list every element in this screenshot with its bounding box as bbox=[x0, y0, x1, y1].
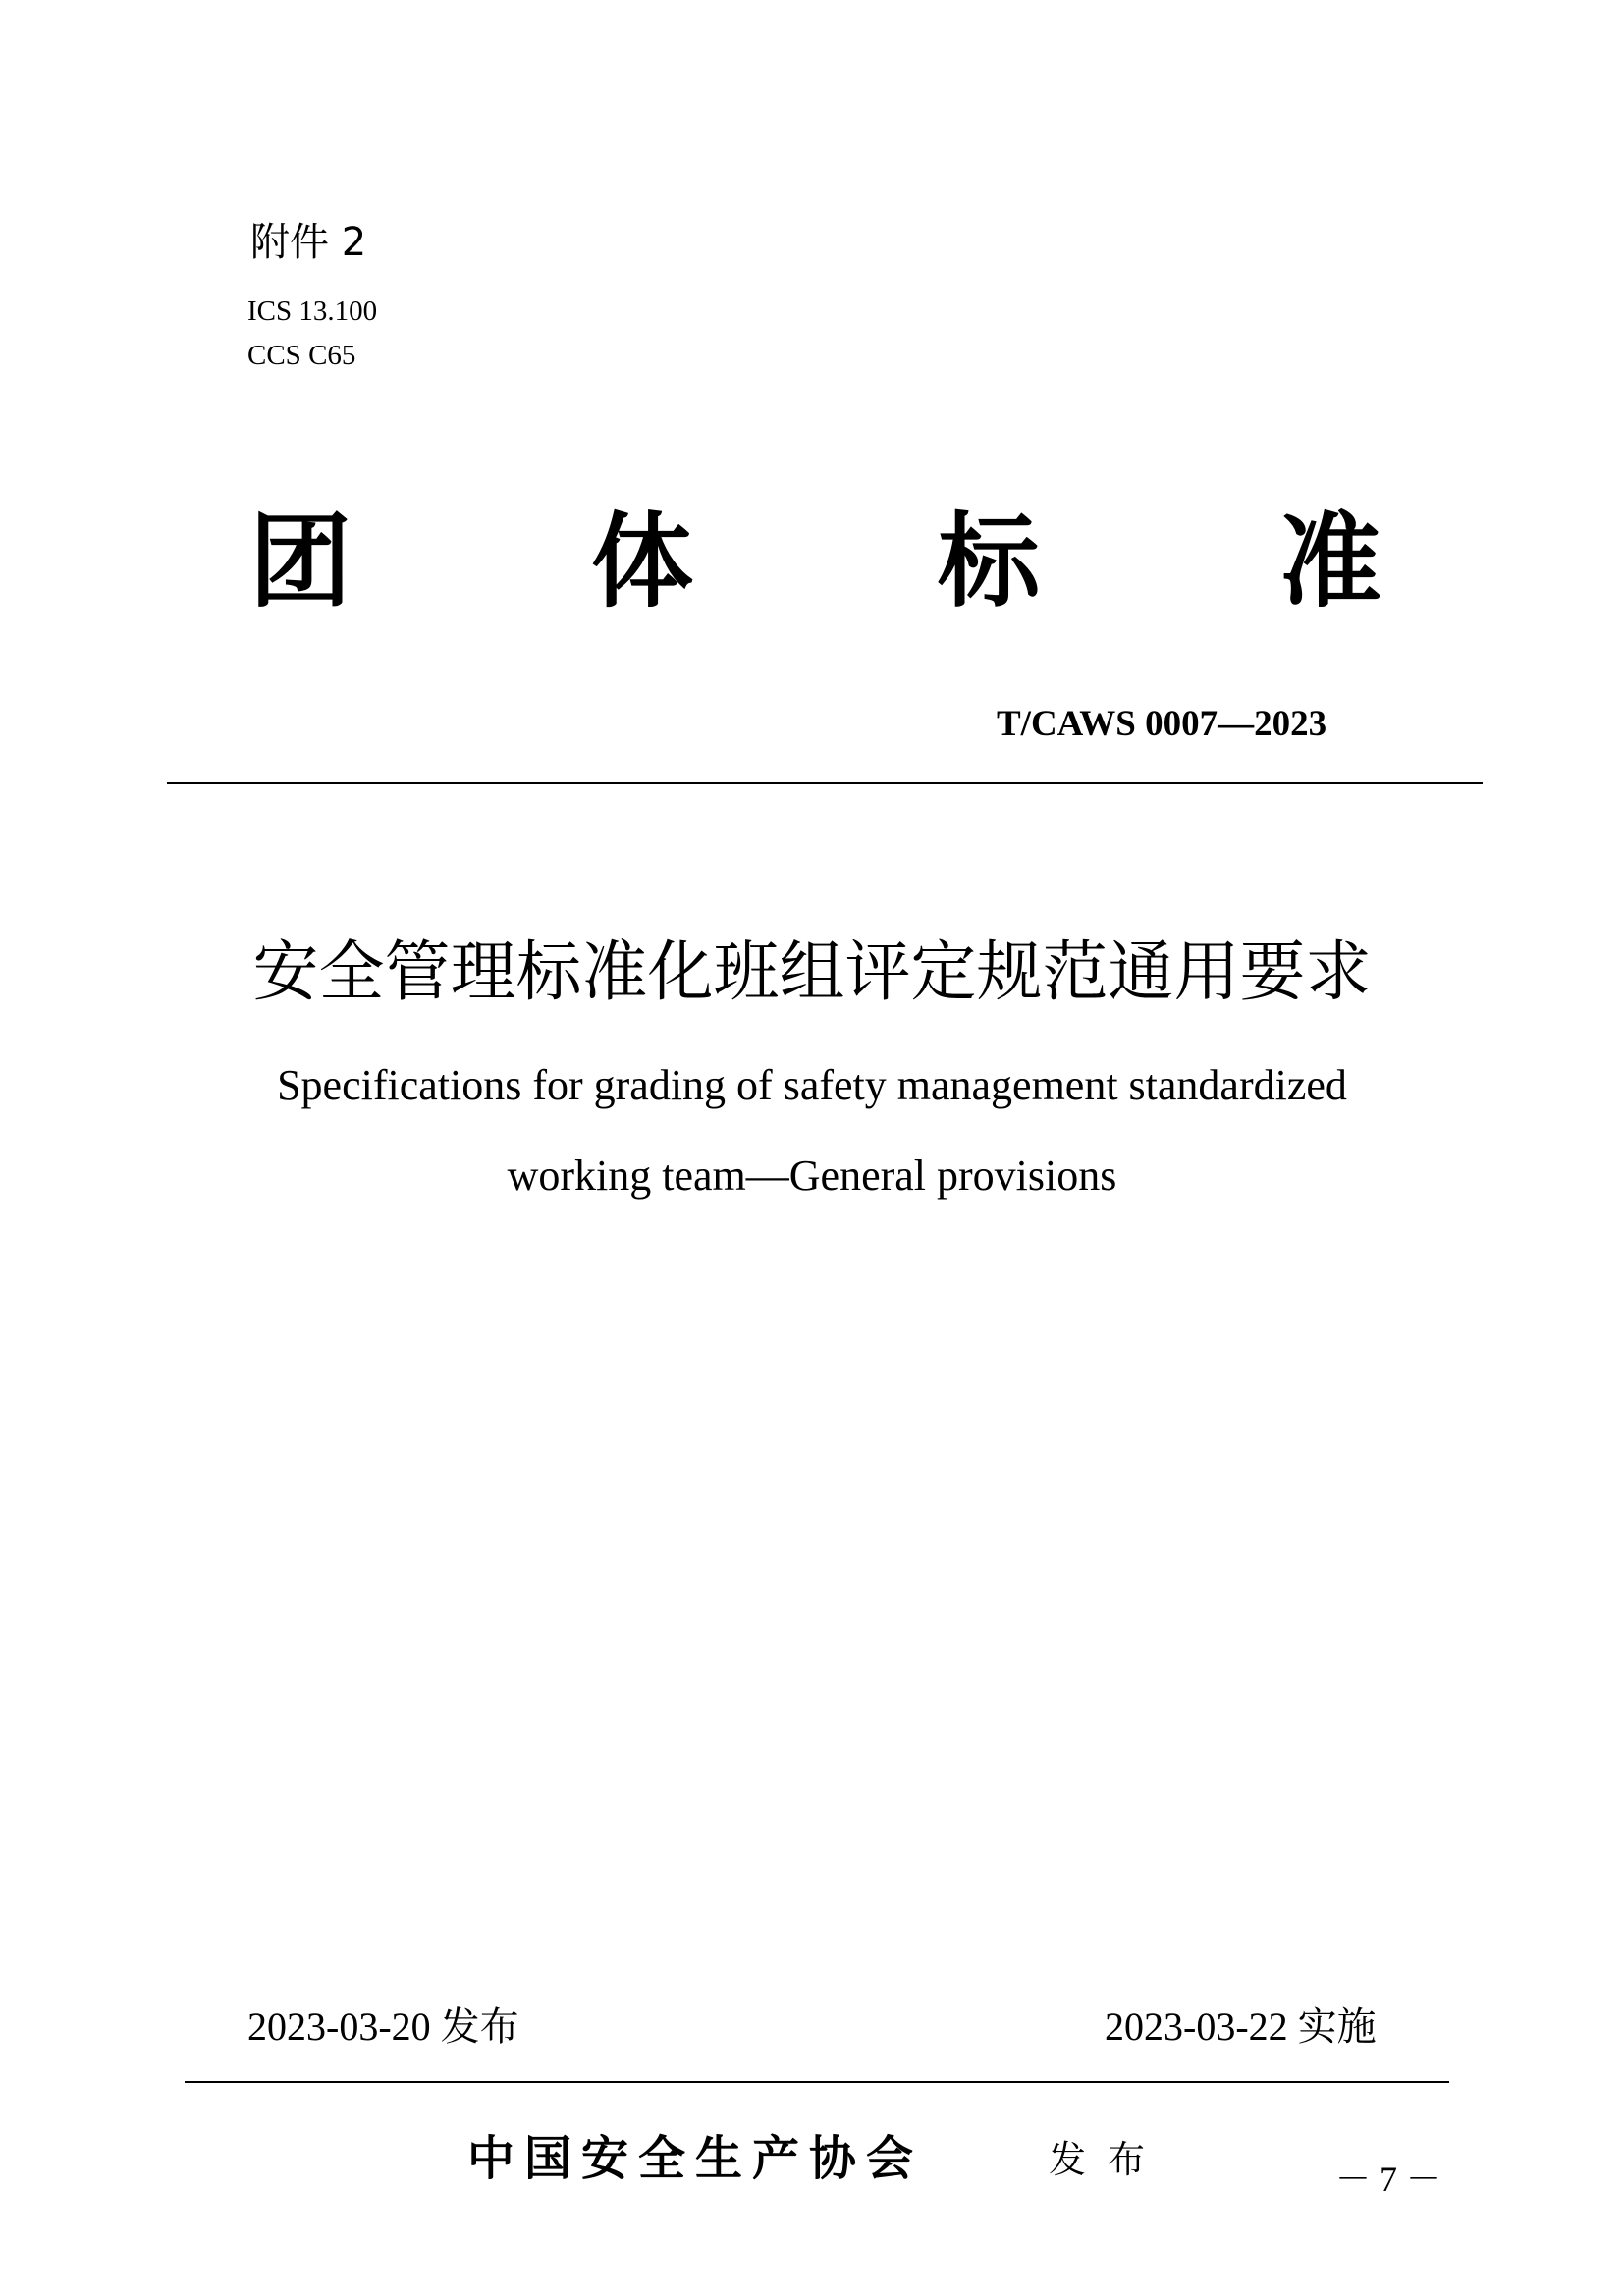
ccs-code: CCS C65 bbox=[247, 340, 356, 371]
publisher-name: 中国安全生产协会 bbox=[467, 2131, 924, 2186]
page-number: － 7 － bbox=[1335, 2160, 1442, 2199]
top-divider bbox=[167, 782, 1483, 784]
ics-code: ICS 13.100 bbox=[247, 295, 378, 327]
standard-number: T/CAWS 0007—2023 bbox=[997, 704, 1327, 744]
implementation-date-value: 2023-03-22 bbox=[1105, 2004, 1288, 2049]
standard-type-char-2: 体 bbox=[591, 501, 694, 621]
bottom-divider bbox=[185, 2081, 1449, 2083]
issue-date-label: 发布 bbox=[440, 2004, 519, 2050]
issue-date bbox=[247, 2002, 519, 2052]
title-english-line-2: working team—General provisions bbox=[507, 1151, 1117, 1200]
publish-label: 发布 bbox=[1049, 2138, 1167, 2181]
issue-date-value: 2023-03-20 bbox=[247, 2004, 431, 2049]
standard-type-char-3: 标 bbox=[938, 501, 1041, 621]
attachment-label: 附件 2 bbox=[250, 220, 367, 265]
implementation-date bbox=[1105, 2002, 1377, 2052]
standard-type-char-1: 团 bbox=[249, 501, 352, 621]
title-chinese: 安全管理标准化班组评定规范通用要求 bbox=[252, 934, 1372, 1010]
title-english-line-1: Specifications for grading of safety management standardized bbox=[277, 1061, 1347, 1109]
standard-type-char-4: 准 bbox=[1279, 501, 1382, 621]
implementation-date-label: 实施 bbox=[1297, 2004, 1377, 2050]
